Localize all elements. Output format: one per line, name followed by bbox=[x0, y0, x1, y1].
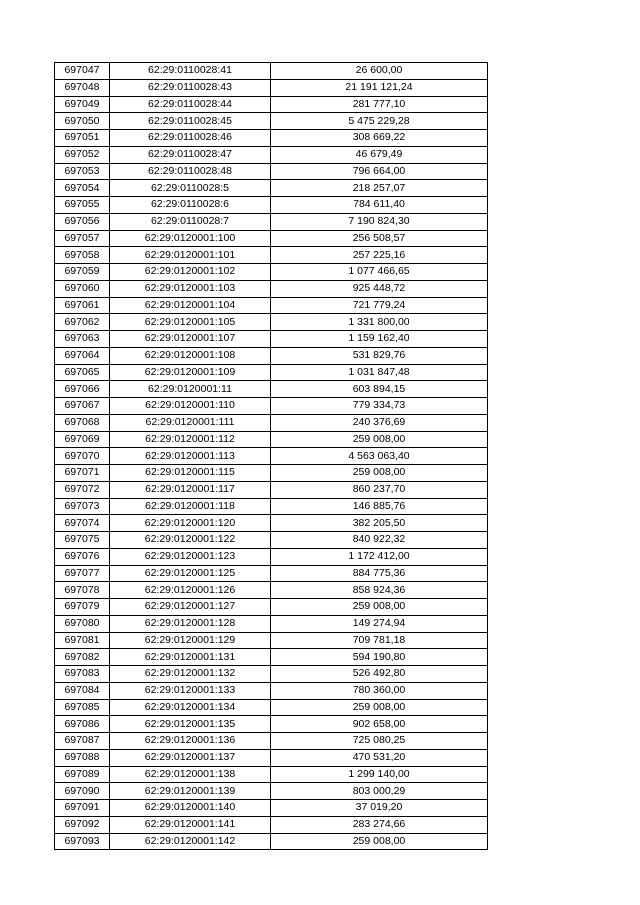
row-id-cell: 697086 bbox=[55, 716, 110, 733]
row-id-cell: 697084 bbox=[55, 682, 110, 699]
row-id-cell: 697067 bbox=[55, 398, 110, 415]
cadastral-value-cell: 308 669,22 bbox=[271, 130, 488, 147]
cadastral-value-cell: 259 008,00 bbox=[271, 699, 488, 716]
cadastral-number-cell: 62:29:0110028:46 bbox=[110, 130, 271, 147]
cadastral-number-cell: 62:29:0120001:103 bbox=[110, 280, 271, 297]
cadastral-value-cell: 26 600,00 bbox=[271, 63, 488, 80]
table-row bbox=[55, 532, 488, 549]
cadastral-number-cell: 62:29:0120001:100 bbox=[110, 230, 271, 247]
cadastral-number-cell: 62:29:0120001:105 bbox=[110, 314, 271, 331]
cadastral-value-cell: 1 031 847,48 bbox=[271, 364, 488, 381]
cadastral-value-cell: 902 658,00 bbox=[271, 716, 488, 733]
cadastral-number-cell: 62:29:0120001:141 bbox=[110, 816, 271, 833]
cadastral-number-cell: 62:29:0120001:135 bbox=[110, 716, 271, 733]
cadastral-number-cell: 62:29:0120001:112 bbox=[110, 431, 271, 448]
row-id-cell: 697075 bbox=[55, 532, 110, 549]
cadastral-number-cell: 62:29:0120001:142 bbox=[110, 833, 271, 850]
table-row bbox=[55, 247, 488, 264]
cadastral-value-cell: 779 334,73 bbox=[271, 398, 488, 415]
row-id-cell: 697052 bbox=[55, 146, 110, 163]
cadastral-value-cell: 257 225,16 bbox=[271, 247, 488, 264]
row-id-cell: 697077 bbox=[55, 565, 110, 582]
cadastral-number-cell: 62:29:0120001:131 bbox=[110, 649, 271, 666]
row-id-cell: 697059 bbox=[55, 264, 110, 281]
cadastral-number-cell: 62:29:0110028:45 bbox=[110, 113, 271, 130]
cadastral-number-cell: 62:29:0120001:113 bbox=[110, 448, 271, 465]
row-id-cell: 697051 bbox=[55, 130, 110, 147]
row-id-cell: 697056 bbox=[55, 213, 110, 230]
cadastral-value-cell: 796 664,00 bbox=[271, 163, 488, 180]
table-row bbox=[55, 331, 488, 348]
row-id-cell: 697047 bbox=[55, 63, 110, 80]
cadastral-value-cell: 594 190,80 bbox=[271, 649, 488, 666]
table-row bbox=[55, 465, 488, 482]
cadastral-value-cell: 1 172 412,00 bbox=[271, 548, 488, 565]
table-row bbox=[55, 130, 488, 147]
cadastral-number-cell: 62:29:0120001:136 bbox=[110, 733, 271, 750]
row-id-cell: 697089 bbox=[55, 766, 110, 783]
row-id-cell: 697063 bbox=[55, 331, 110, 348]
table-row bbox=[55, 833, 488, 850]
cadastral-number-cell: 62:29:0120001:11 bbox=[110, 381, 271, 398]
row-id-cell: 697060 bbox=[55, 280, 110, 297]
cadastral-value-cell: 1 299 140,00 bbox=[271, 766, 488, 783]
row-id-cell: 697049 bbox=[55, 96, 110, 113]
cadastral-value-cell: 259 008,00 bbox=[271, 833, 488, 850]
cadastral-value-cell: 526 492,80 bbox=[271, 666, 488, 683]
table-row bbox=[55, 230, 488, 247]
table-body bbox=[55, 63, 488, 850]
cadastral-number-cell: 62:29:0110028:41 bbox=[110, 63, 271, 80]
table-row bbox=[55, 264, 488, 281]
cadastral-value-cell: 784 611,40 bbox=[271, 197, 488, 214]
row-id-cell: 697073 bbox=[55, 498, 110, 515]
table-row bbox=[55, 749, 488, 766]
row-id-cell: 697061 bbox=[55, 297, 110, 314]
cadastral-value-cell: 721 779,24 bbox=[271, 297, 488, 314]
cadastral-number-cell: 62:29:0120001:118 bbox=[110, 498, 271, 515]
cadastral-number-cell: 62:29:0120001:107 bbox=[110, 331, 271, 348]
table-row bbox=[55, 146, 488, 163]
cadastral-number-cell: 62:29:0120001:109 bbox=[110, 364, 271, 381]
table-row bbox=[55, 364, 488, 381]
table-row bbox=[55, 213, 488, 230]
cadastral-number-cell: 62:29:0120001:111 bbox=[110, 414, 271, 431]
cadastral-value-cell: 259 008,00 bbox=[271, 599, 488, 616]
row-id-cell: 697065 bbox=[55, 364, 110, 381]
row-id-cell: 697062 bbox=[55, 314, 110, 331]
cadastral-number-cell: 62:29:0120001:110 bbox=[110, 398, 271, 415]
cadastral-value-cell: 259 008,00 bbox=[271, 465, 488, 482]
cadastral-value-cell: 21 191 121,24 bbox=[271, 79, 488, 96]
table-row bbox=[55, 63, 488, 80]
cadastral-number-cell: 62:29:0120001:128 bbox=[110, 615, 271, 632]
cadastral-value-cell: 725 080,25 bbox=[271, 733, 488, 750]
table-row bbox=[55, 79, 488, 96]
table-row bbox=[55, 666, 488, 683]
cadastral-number-cell: 62:29:0120001:129 bbox=[110, 632, 271, 649]
cadastral-value-cell: 709 781,18 bbox=[271, 632, 488, 649]
row-id-cell: 697092 bbox=[55, 816, 110, 833]
row-id-cell: 697079 bbox=[55, 599, 110, 616]
cadastral-number-cell: 62:29:0120001:108 bbox=[110, 347, 271, 364]
cadastral-value-cell: 840 922,32 bbox=[271, 532, 488, 549]
table-row bbox=[55, 599, 488, 616]
row-id-cell: 697050 bbox=[55, 113, 110, 130]
cadastral-number-cell: 62:29:0110028:43 bbox=[110, 79, 271, 96]
row-id-cell: 697066 bbox=[55, 381, 110, 398]
cadastral-number-cell: 62:29:0110028:48 bbox=[110, 163, 271, 180]
cadastral-number-cell: 62:29:0120001:123 bbox=[110, 548, 271, 565]
cadastral-number-cell: 62:29:0120001:125 bbox=[110, 565, 271, 582]
row-id-cell: 697093 bbox=[55, 833, 110, 850]
row-id-cell: 697091 bbox=[55, 800, 110, 817]
cadastral-number-cell: 62:29:0120001:101 bbox=[110, 247, 271, 264]
table-row bbox=[55, 431, 488, 448]
cadastral-number-cell: 62:29:0120001:117 bbox=[110, 481, 271, 498]
cadastral-value-cell: 470 531,20 bbox=[271, 749, 488, 766]
cadastral-value-cell: 925 448,72 bbox=[271, 280, 488, 297]
table-row bbox=[55, 615, 488, 632]
table-row bbox=[55, 280, 488, 297]
table-row bbox=[55, 113, 488, 130]
cadastral-number-cell: 62:29:0120001:140 bbox=[110, 800, 271, 817]
cadastral-value-cell: 218 257,07 bbox=[271, 180, 488, 197]
row-id-cell: 697074 bbox=[55, 515, 110, 532]
row-id-cell: 697082 bbox=[55, 649, 110, 666]
row-id-cell: 697072 bbox=[55, 481, 110, 498]
cadastral-value-cell: 382 205,50 bbox=[271, 515, 488, 532]
cadastral-value-cell: 780 360,00 bbox=[271, 682, 488, 699]
row-id-cell: 697068 bbox=[55, 414, 110, 431]
table-row bbox=[55, 649, 488, 666]
row-id-cell: 697083 bbox=[55, 666, 110, 683]
cadastral-number-cell: 62:29:0120001:133 bbox=[110, 682, 271, 699]
table-row bbox=[55, 297, 488, 314]
table-row bbox=[55, 582, 488, 599]
cadastral-value-cell: 240 376,69 bbox=[271, 414, 488, 431]
cadastral-value-cell: 858 924,36 bbox=[271, 582, 488, 599]
table-row bbox=[55, 197, 488, 214]
table-row bbox=[55, 163, 488, 180]
cadastral-number-cell: 62:29:0110028:5 bbox=[110, 180, 271, 197]
cadastral-number-cell: 62:29:0120001:104 bbox=[110, 297, 271, 314]
table-row bbox=[55, 448, 488, 465]
cadastral-value-table bbox=[54, 62, 488, 850]
row-id-cell: 697055 bbox=[55, 197, 110, 214]
table-row bbox=[55, 548, 488, 565]
table-row bbox=[55, 766, 488, 783]
cadastral-value-cell: 149 274,94 bbox=[271, 615, 488, 632]
row-id-cell: 697069 bbox=[55, 431, 110, 448]
table-row bbox=[55, 733, 488, 750]
table-row bbox=[55, 632, 488, 649]
cadastral-value-cell: 256 508,57 bbox=[271, 230, 488, 247]
row-id-cell: 697078 bbox=[55, 582, 110, 599]
cadastral-number-cell: 62:29:0110028:6 bbox=[110, 197, 271, 214]
table-row bbox=[55, 565, 488, 582]
table-row bbox=[55, 481, 488, 498]
row-id-cell: 697054 bbox=[55, 180, 110, 197]
cadastral-value-cell: 1 331 800,00 bbox=[271, 314, 488, 331]
cadastral-number-cell: 62:29:0120001:122 bbox=[110, 532, 271, 549]
table-row bbox=[55, 699, 488, 716]
cadastral-number-cell: 62:29:0110028:44 bbox=[110, 96, 271, 113]
cadastral-number-cell: 62:29:0120001:126 bbox=[110, 582, 271, 599]
table-row bbox=[55, 682, 488, 699]
table-row bbox=[55, 800, 488, 817]
cadastral-number-cell: 62:29:0120001:137 bbox=[110, 749, 271, 766]
cadastral-value-cell: 37 019,20 bbox=[271, 800, 488, 817]
row-id-cell: 697087 bbox=[55, 733, 110, 750]
row-id-cell: 697070 bbox=[55, 448, 110, 465]
row-id-cell: 697048 bbox=[55, 79, 110, 96]
cadastral-number-cell: 62:29:0120001:138 bbox=[110, 766, 271, 783]
row-id-cell: 697090 bbox=[55, 783, 110, 800]
table-row bbox=[55, 414, 488, 431]
cadastral-value-cell: 146 885,76 bbox=[271, 498, 488, 515]
row-id-cell: 697085 bbox=[55, 699, 110, 716]
table-row bbox=[55, 381, 488, 398]
cadastral-number-cell: 62:29:0120001:132 bbox=[110, 666, 271, 683]
cadastral-value-cell: 860 237,70 bbox=[271, 481, 488, 498]
table-row bbox=[55, 347, 488, 364]
cadastral-value-cell: 1 077 466,65 bbox=[271, 264, 488, 281]
table-row bbox=[55, 716, 488, 733]
table-row bbox=[55, 180, 488, 197]
cadastral-value-cell: 4 563 063,40 bbox=[271, 448, 488, 465]
cadastral-value-cell: 603 894,15 bbox=[271, 381, 488, 398]
table-row bbox=[55, 498, 488, 515]
cadastral-value-cell: 281 777,10 bbox=[271, 96, 488, 113]
row-id-cell: 697088 bbox=[55, 749, 110, 766]
table-row bbox=[55, 515, 488, 532]
row-id-cell: 697064 bbox=[55, 347, 110, 364]
cadastral-number-cell: 62:29:0120001:115 bbox=[110, 465, 271, 482]
row-id-cell: 697080 bbox=[55, 615, 110, 632]
row-id-cell: 697071 bbox=[55, 465, 110, 482]
cadastral-value-cell: 259 008,00 bbox=[271, 431, 488, 448]
cadastral-number-cell: 62:29:0110028:7 bbox=[110, 213, 271, 230]
cadastral-value-cell: 803 000,29 bbox=[271, 783, 488, 800]
cadastral-value-cell: 46 679,49 bbox=[271, 146, 488, 163]
cadastral-value-cell: 1 159 162,40 bbox=[271, 331, 488, 348]
table-row bbox=[55, 816, 488, 833]
cadastral-value-cell: 7 190 824,30 bbox=[271, 213, 488, 230]
cadastral-value-cell: 884 775,36 bbox=[271, 565, 488, 582]
row-id-cell: 697076 bbox=[55, 548, 110, 565]
cadastral-number-cell: 62:29:0120001:120 bbox=[110, 515, 271, 532]
cadastral-number-cell: 62:29:0110028:47 bbox=[110, 146, 271, 163]
cadastral-value-cell: 531 829,76 bbox=[271, 347, 488, 364]
table-row bbox=[55, 783, 488, 800]
table-row bbox=[55, 398, 488, 415]
table-row bbox=[55, 96, 488, 113]
cadastral-value-cell: 5 475 229,28 bbox=[271, 113, 488, 130]
table-row bbox=[55, 314, 488, 331]
row-id-cell: 697058 bbox=[55, 247, 110, 264]
cadastral-number-cell: 62:29:0120001:139 bbox=[110, 783, 271, 800]
row-id-cell: 697053 bbox=[55, 163, 110, 180]
cadastral-number-cell: 62:29:0120001:134 bbox=[110, 699, 271, 716]
row-id-cell: 697081 bbox=[55, 632, 110, 649]
cadastral-value-cell: 283 274,66 bbox=[271, 816, 488, 833]
cadastral-number-cell: 62:29:0120001:127 bbox=[110, 599, 271, 616]
row-id-cell: 697057 bbox=[55, 230, 110, 247]
cadastral-number-cell: 62:29:0120001:102 bbox=[110, 264, 271, 281]
